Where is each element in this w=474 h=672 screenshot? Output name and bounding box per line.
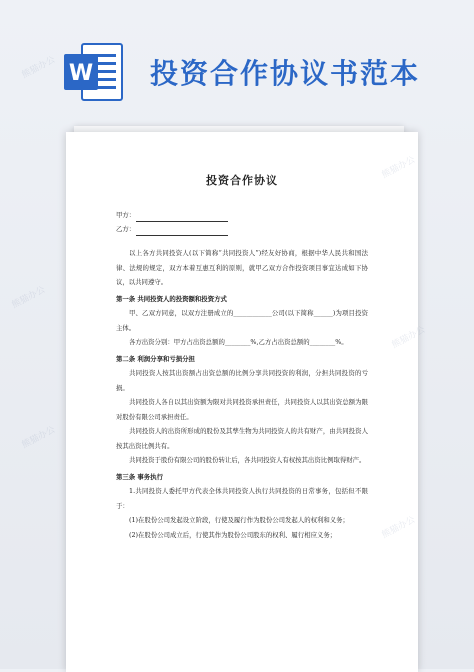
article-1-heading: 第一条 共同投资人的投资额和投资方式: [116, 294, 227, 303]
article-2-paragraph-3: 共同投资人的出资所形成的股份及其孳生物为共同投资人的共有财产，由共同投资人按其出资比例共有。: [116, 427, 368, 450]
article-3-paragraph-1: 1.共同投资人委托甲方代表全体共同投资人执行共同投资的日常事务，包括但不限于：: [116, 487, 368, 510]
party-a-line: [116, 208, 368, 222]
watermark: 熊猫办公: [20, 424, 57, 451]
party-a-blank: [136, 213, 228, 222]
banner: [0, 0, 474, 110]
party-a-label: 甲方：: [116, 211, 136, 219]
article-2-heading: 第二条 利润分享和亏损分担: [116, 354, 195, 363]
watermark: 熊猫办公: [20, 54, 57, 81]
word-document-icon: [62, 40, 126, 104]
banner-title: 投资合作协议书范本: [150, 57, 421, 90]
article-2-paragraph-1: 共同投资人按其出资额占出资总额的比例分享共同投资的利润，分担共同投资的亏损。: [116, 369, 368, 392]
article-3-paragraph-2: (1)在股份公司发起设立阶段，行使及履行作为股份公司发起人的权利和义务；: [129, 516, 349, 524]
article-3-paragraph-3: (2)在股份公司成立后，行使其作为股份公司股东的权利、履行相应义务；: [129, 530, 337, 539]
article-1-paragraph-1: 甲、乙双方同意，以双方注册成立的____________公司(以下简称______)为项目投资主体。: [116, 309, 368, 332]
article-3-heading: 第三条 事务执行: [116, 472, 163, 481]
watermark: 熊猫办公: [10, 284, 47, 311]
document-page: [66, 132, 418, 672]
document-title: 投资合作协议: [206, 174, 278, 187]
party-b-blank: [136, 227, 228, 236]
article-2-paragraph-2: 共同投资人各自以其出资额为限对共同投资承担责任，共同投资人以其出资总额为限对股份有限公司承担责任。: [116, 398, 368, 421]
svg-text:W: W: [68, 61, 94, 86]
article-1-paragraph-2: 各方出资分别：甲方占出资总额的________%,乙方占出资总额的________%。: [129, 338, 348, 346]
party-b-label: 乙方：: [116, 225, 136, 233]
party-b-line: [116, 222, 368, 236]
article-2-paragraph-4: 共同投资于股份有限公司的股份转让后，各共同投资人有权按其出资比例取得财产。: [129, 456, 366, 464]
intro-paragraph: 以上各方共同投资人(以下简称“共同投资人”)经友好协商，根据中华人民共和国法律、法规的规定，双方本着互惠互利的原则，就甲乙双方合作投资项目事宜达成如下协议，以共同遵守。: [116, 249, 368, 286]
